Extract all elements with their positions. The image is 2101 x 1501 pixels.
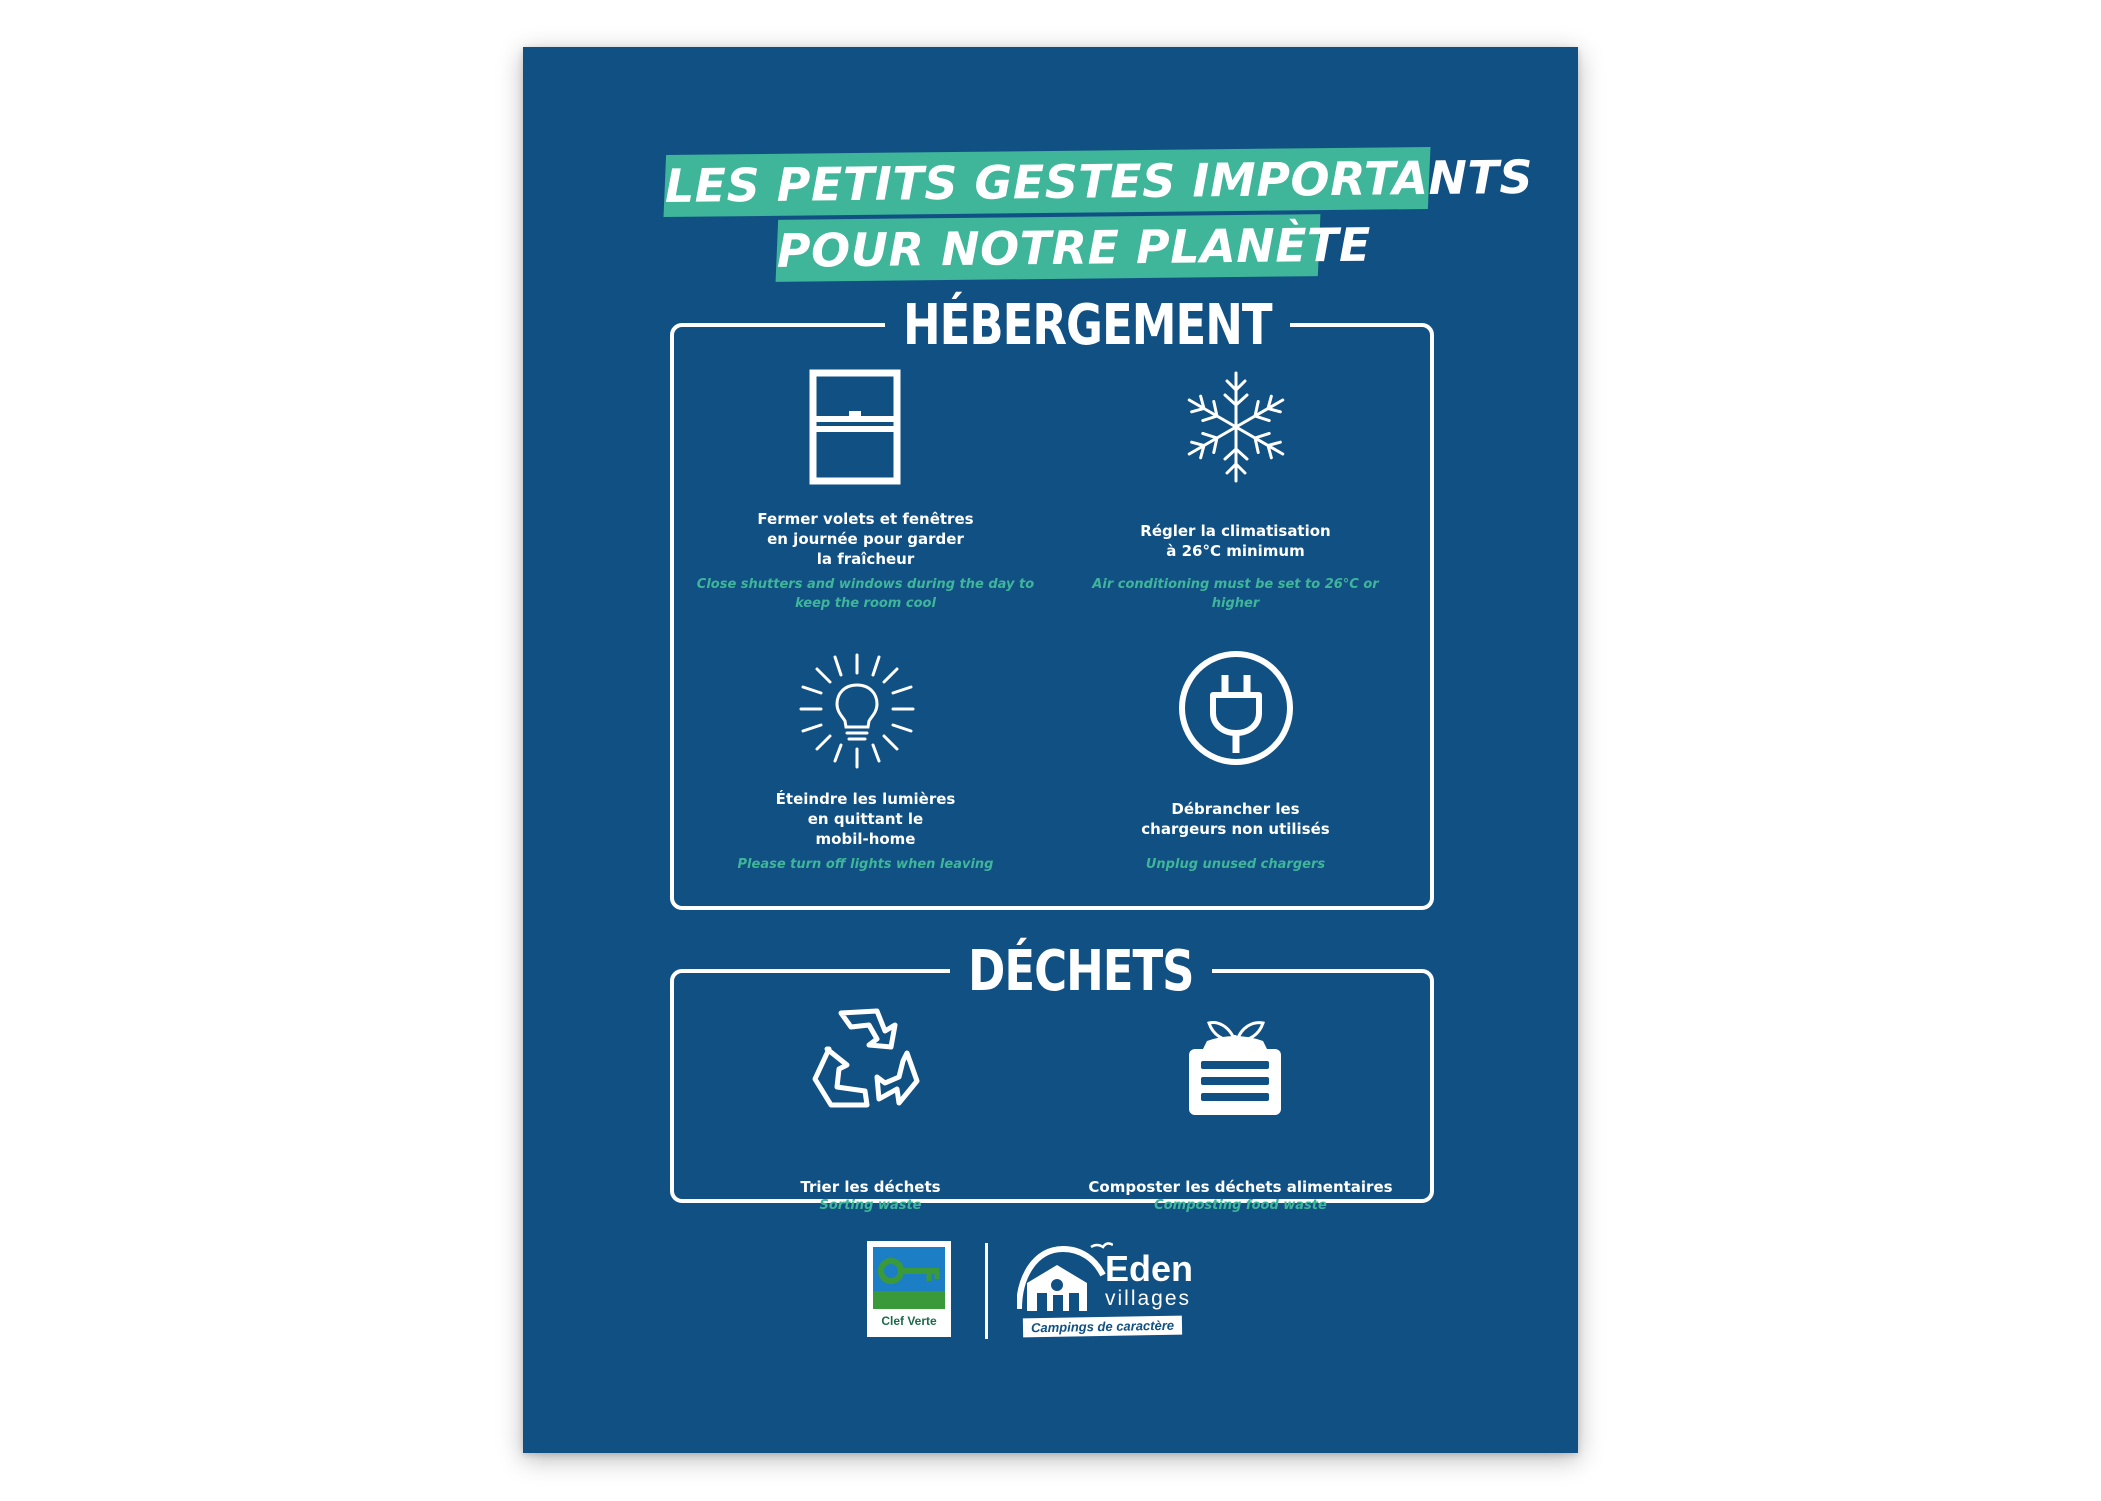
item-sub-sorting: Sorting waste <box>819 1198 922 1213</box>
eden-name: Eden <box>1105 1248 1194 1289</box>
clef-verte-text: Clef Verte <box>881 1314 937 1328</box>
key-icon <box>873 1247 945 1309</box>
item-sub-chargers: Unplug unused chargers <box>1145 857 1326 872</box>
title-line-1: LES PETITS GESTES IMPORTANTS <box>664 149 1534 213</box>
eden-tagline: Campings de caractère <box>1023 1316 1182 1338</box>
item-label-lights: Éteindre les lumières en quittant le mobil-home <box>775 790 956 848</box>
recycle-icon <box>807 1005 921 1115</box>
eden-villages-logo <box>1013 1237 1233 1347</box>
item-sub-ac: Air conditioning must be set to 26°C or higher <box>1092 577 1379 611</box>
hebergement-title: HÉBERGEMENT <box>885 291 1290 358</box>
lightbulb-icon <box>797 651 917 771</box>
window-icon <box>809 369 901 485</box>
poster <box>523 47 1578 1453</box>
item-label-sorting: Trier les déchets <box>800 1178 941 1196</box>
item-label-window: Fermer volets et fenêtres en journée pour garder la fraîcheur <box>757 510 974 568</box>
item-sub-compost: Composting food waste <box>1154 1198 1327 1213</box>
clef-verte-logo <box>867 1241 951 1337</box>
item-label-chargers: Débrancher les chargeurs non utilisés <box>1141 800 1330 838</box>
logo-divider <box>985 1243 988 1339</box>
eden-villages-text: villages <box>1105 1287 1192 1310</box>
item-label-ac: Régler la climatisation à 26°C minimum <box>1140 522 1331 560</box>
plug-icon <box>1177 649 1295 767</box>
snowflake-icon <box>1178 369 1294 485</box>
item-label-compost: Composter les déchets alimentaires <box>1088 1178 1393 1196</box>
title-line-2: POUR NOTRE PLANÈTE <box>776 217 1372 278</box>
dechets-title: DÉCHETS <box>950 937 1212 1004</box>
item-sub-lights: Please turn off lights when leaving <box>737 857 994 872</box>
item-sub-window: Close shutters and windows during the day to keep the room cool <box>696 577 1035 611</box>
title-band-1 <box>664 147 1534 217</box>
compost-icon <box>1187 1001 1283 1117</box>
title-band-2 <box>776 214 1372 282</box>
house-icon <box>1017 1239 1113 1317</box>
